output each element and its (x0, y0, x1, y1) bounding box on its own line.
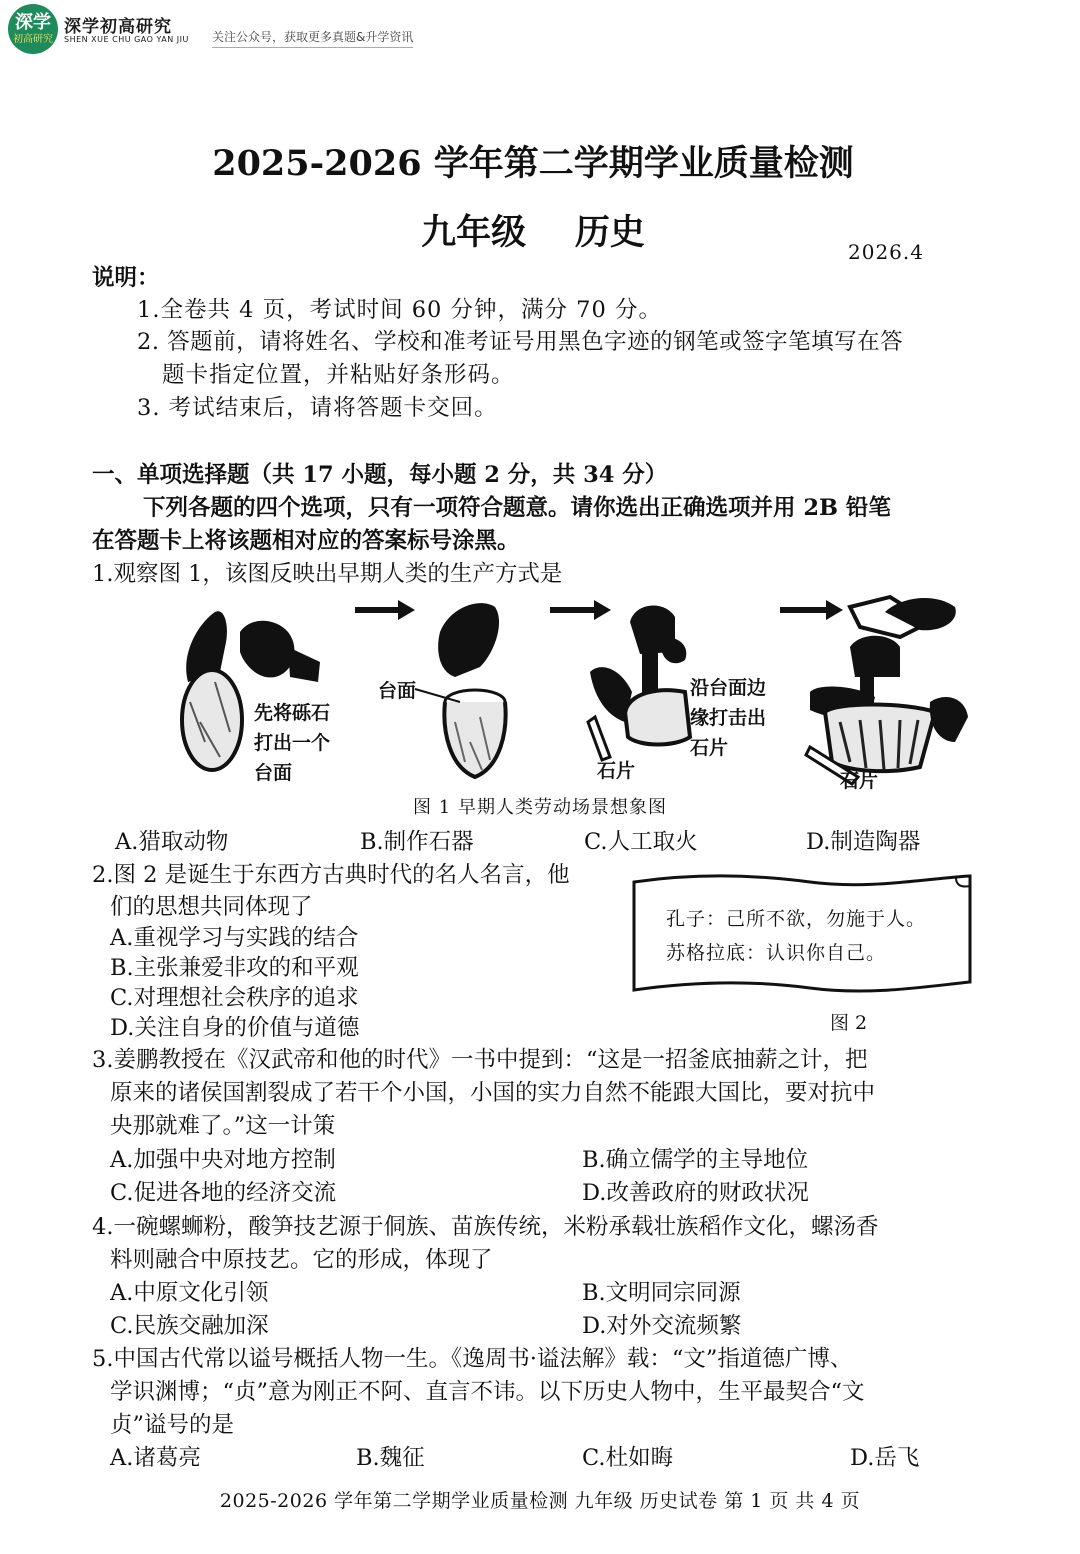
question-stem: 3.姜鹏教授在《汉武帝和他的时代》一书中提到：“这是一招釜底抽薪之计，把 (92, 1047, 868, 1073)
figure-1-label: 石片 (840, 770, 879, 792)
exam-date: 2026.4 (848, 240, 924, 264)
option-a[interactable]: A.猎取动物 (115, 829, 229, 855)
brand-name: 深学初高研究 (64, 17, 172, 37)
question-stem: 5.中国古代常以谥号概括人物一生。《逸周书·谥法解》载：“文”指道德广博、 (92, 1346, 853, 1372)
option-b[interactable]: B.主张兼爱非攻的和平观 (110, 955, 359, 981)
option-b[interactable]: B.魏征 (356, 1445, 425, 1471)
option-d[interactable]: D.制造陶器 (806, 829, 921, 855)
question-stem: 们的思想共同体现了 (110, 894, 313, 920)
question-stem: 贞”谥号的是 (110, 1412, 235, 1438)
option-c[interactable]: C.促进各地的经济交流 (110, 1180, 337, 1206)
figure-1-label: 先将砾石 (254, 702, 331, 724)
question-stem: 原来的诸侯国割裂成了若干个小国，小国的实力自然不能跟大国比，要对抗中 (110, 1080, 876, 1106)
stage4-flaking (806, 597, 968, 784)
figure-2-caption: 图 2 (830, 1012, 868, 1034)
option-b[interactable]: B.确立儒学的主导地位 (582, 1147, 809, 1173)
option-d[interactable]: D.关注自身的价值与道德 (110, 1015, 360, 1041)
figure-1-label: 沿台面边 (690, 677, 767, 699)
option-c[interactable]: C.民族交融加深 (110, 1313, 269, 1339)
option-d[interactable]: D.对外交流频繁 (582, 1313, 742, 1339)
instruction-item: 3. 考试结束后，请将答题卡交回。 (137, 395, 498, 421)
figure-1-label: 打出一个 (254, 732, 331, 754)
option-a[interactable]: A.中原文化引领 (110, 1280, 269, 1306)
section-intro: 在答题卡上将该题相对应的答案标号涂黑。 (92, 528, 520, 554)
option-a[interactable]: A.重视学习与实践的结合 (110, 925, 359, 951)
question-stem: 4.一碗螺蛳粉，酸笋技艺源于侗族、苗族传统，米粉承载壮族稻作文化，螺汤香 (92, 1214, 879, 1240)
question-stem: 1.观察图 1，该图反映出早期人类的生产方式是 (92, 561, 563, 587)
section-intro: 下列各题的四个选项，只有一项符合题意。请你选出正确选项并用 2B 铅笔 (143, 495, 891, 521)
figure-1-label: 石片 (597, 760, 636, 782)
option-a[interactable]: A.诸葛亮 (110, 1445, 201, 1471)
option-c[interactable]: C.对理想社会秩序的追求 (110, 985, 359, 1011)
brand-logo-text-bottom: 初高研究 (13, 34, 53, 45)
exam-subtitle: 九年级 历史 (421, 212, 645, 253)
quote-confucius: 孔子：己所不欲，勿施于人。 (666, 908, 927, 930)
instruction-item: 题卡指定位置，并粘贴好条形码。 (162, 362, 515, 388)
exam-title: 2025-2026 学年第二学期学业质量检测 (212, 143, 854, 184)
option-b[interactable]: B.文明同宗同源 (582, 1280, 741, 1306)
arrow-head-icon (826, 600, 843, 620)
option-d[interactable]: D.岳飞 (850, 1445, 920, 1471)
figure-1-label: 石片 (690, 737, 729, 759)
option-c[interactable]: C.杜如晦 (582, 1445, 674, 1471)
option-b[interactable]: B.制作石器 (360, 829, 474, 855)
option-c[interactable]: C.人工取火 (584, 829, 698, 855)
question-stem: 料则融合中原技艺。它的形成，体现了 (110, 1247, 493, 1273)
instruction-item: 1.全卷共 4 页，考试时间 60 分钟，满分 70 分。 (137, 297, 662, 323)
brand-logo-text-top: 深学 (15, 12, 51, 33)
arrow-head-icon (398, 600, 415, 620)
brand-pinyin: SHEN XUE CHU GAO YAN JIU (64, 35, 189, 44)
stage3-striking (588, 606, 690, 760)
question-stem: 央那就难了。”这一计策 (110, 1113, 336, 1139)
section-heading: 一、单项选择题（共 17 小题，每小题 2 分，共 34 分） (92, 462, 668, 488)
quote-socrates: 苏格拉底：认识你自己。 (666, 942, 887, 964)
brand-logo (8, 4, 58, 54)
question-stem: 2.图 2 是诞生于东西方古典时代的名人名言，他 (92, 862, 570, 888)
instruction-item: 2. 答题前，请将姓名、学校和准考证号用黑色字迹的钢笔或签字笔填写在答 (137, 329, 904, 355)
question-stem: 学识渊博；“贞”意为刚正不阿、直言不讳。以下历史人物中，生平最契合“文 (110, 1379, 865, 1405)
figure-1-label: 台面 (254, 762, 293, 784)
arrow-head-icon (594, 600, 611, 620)
instructions-heading: 说明： (92, 265, 160, 291)
option-d[interactable]: D.改善政府的财政状况 (582, 1180, 809, 1206)
page-footer: 2025-2026 学年第二学期学业质量检测 九年级 历史试卷 第 1 页 共 4 页 (219, 1490, 861, 1512)
option-a[interactable]: A.加强中央对地方控制 (110, 1147, 336, 1173)
figure-1-label: 台面 (378, 680, 417, 702)
figure-1-label: 缘打击出 (690, 707, 767, 729)
figure-2-scroll-frame (630, 872, 974, 998)
stage2-platform (415, 603, 506, 777)
figure-1-caption: 图 1 早期人类劳动场景想象图 (413, 797, 667, 818)
brand-slogan: 关注公众号，获取更多真题&升学资讯 (212, 28, 413, 48)
